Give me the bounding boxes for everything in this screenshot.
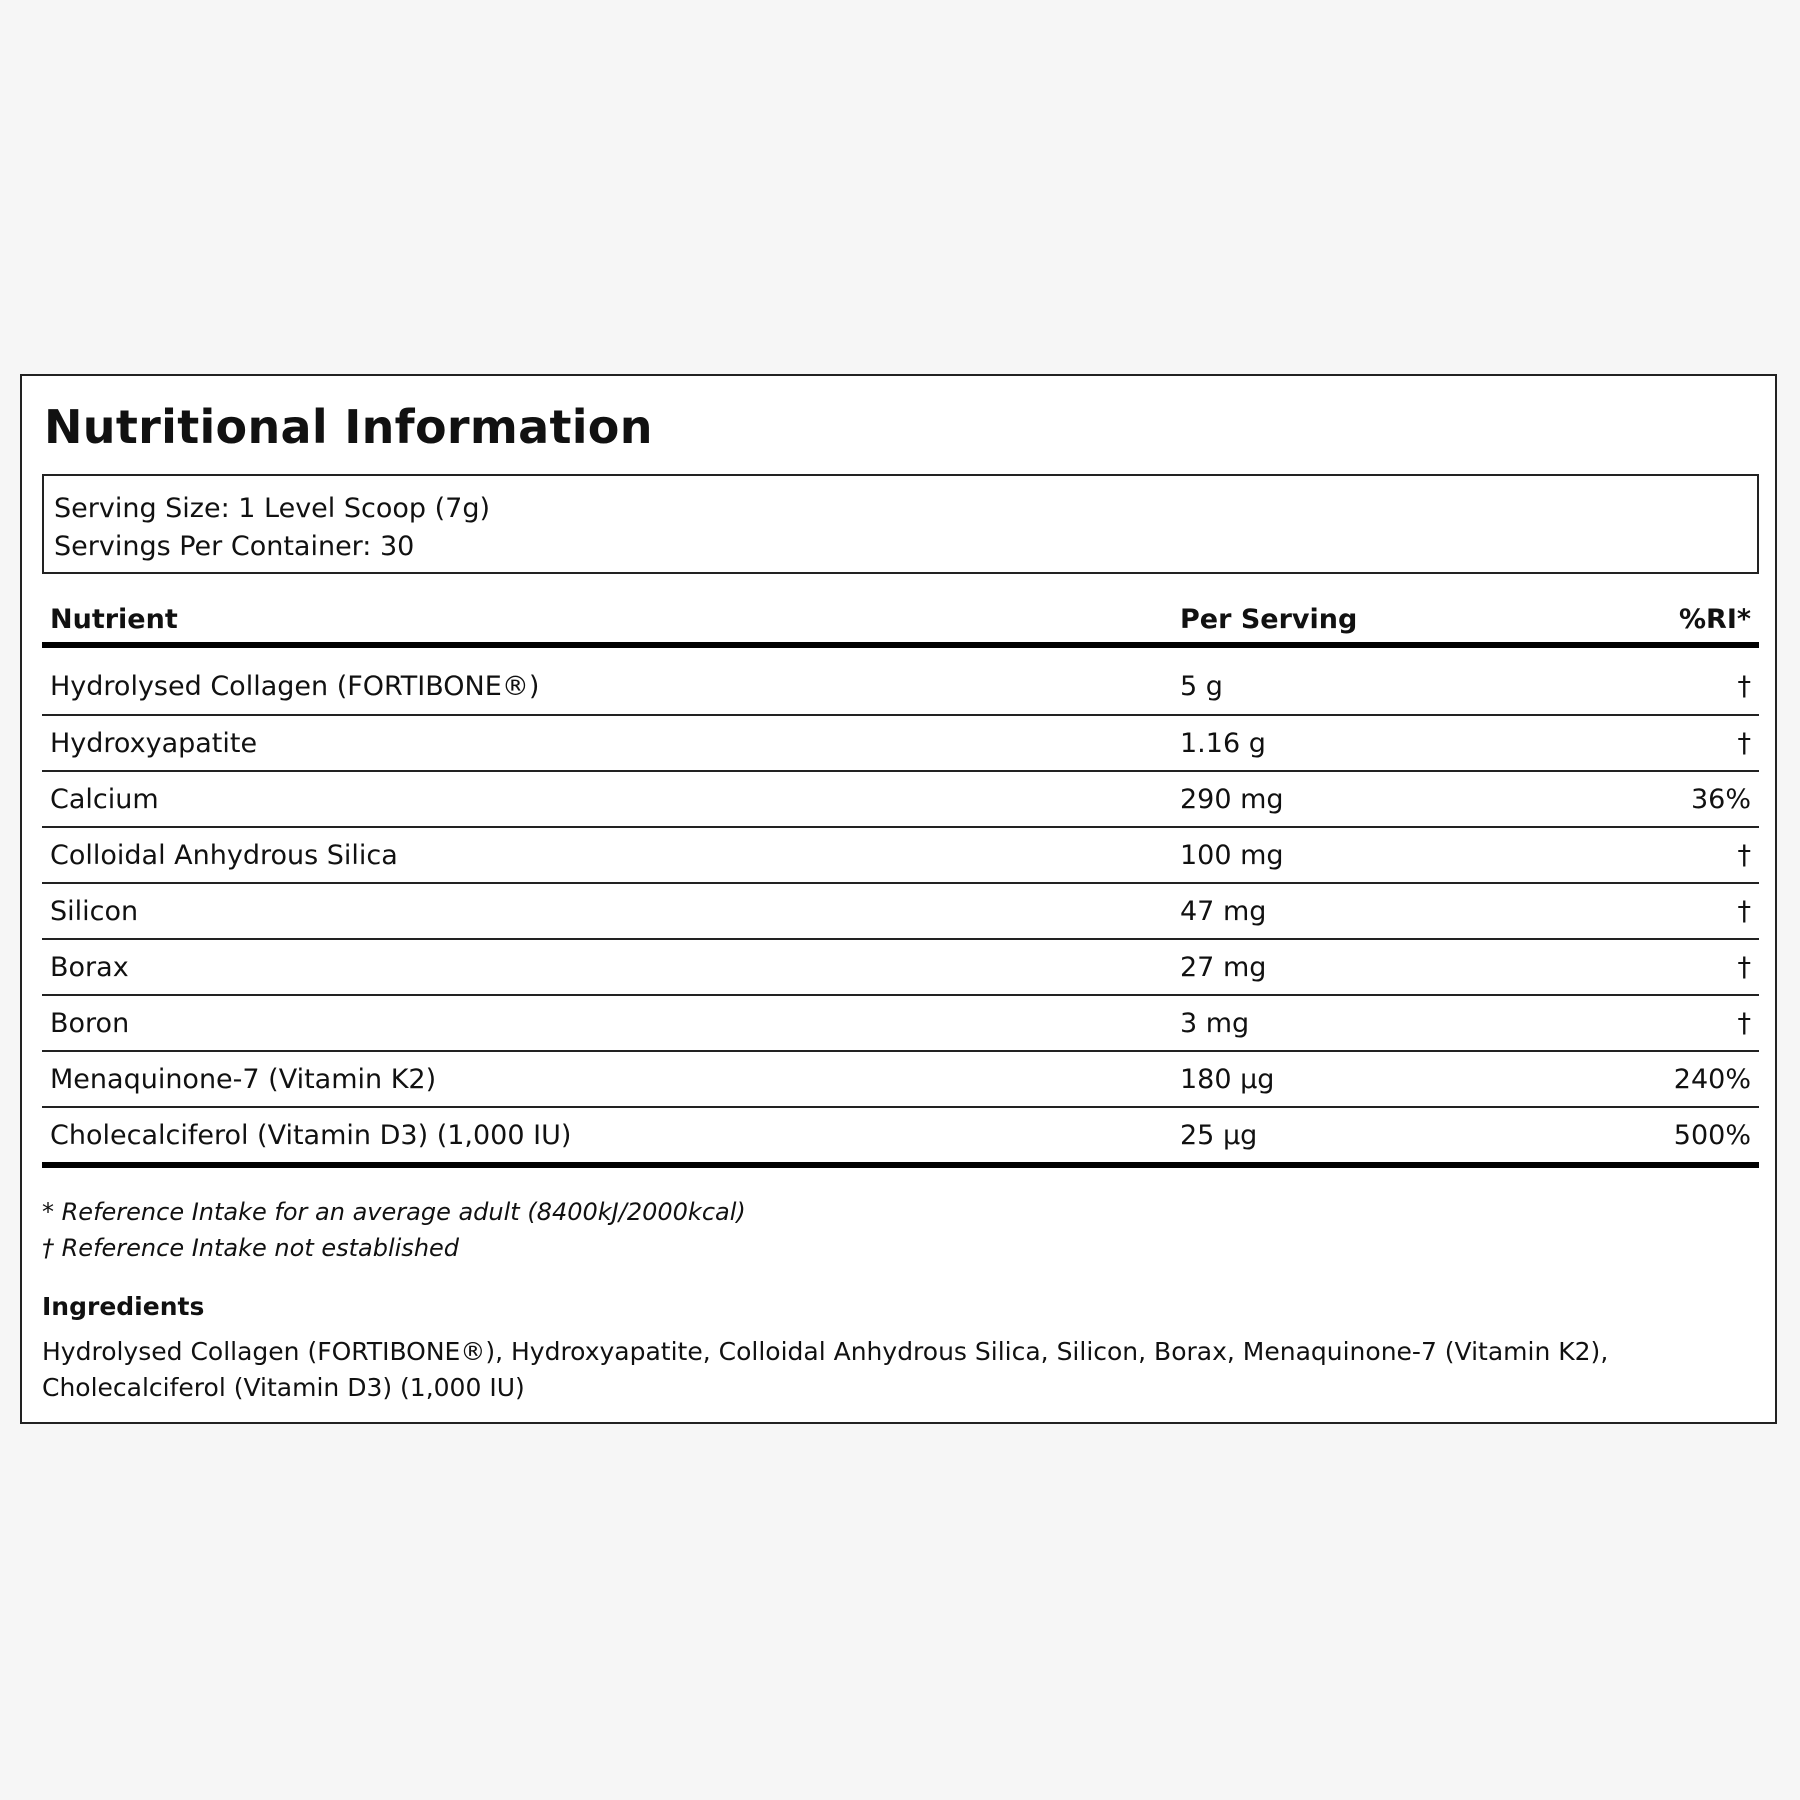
nutrient-name: Boron	[42, 995, 1172, 1051]
ingredients-text: Hydrolysed Collagen (FORTIBONE®), Hydroxyapatite, Colloidal Anhydrous Silica, Silicon, Borax, Menaquinone-7 (Vitamin K2), Cholecalciferol (Vitamin D3) (1,000 IU)	[42, 1337, 1609, 1402]
table-row	[42, 1107, 1759, 1165]
nutrient-ri: †	[1608, 883, 1759, 939]
footnote-reference-intake: * Reference Intake for an average adult (8400kJ/2000kcal)	[42, 1198, 746, 1226]
nutrient-amount: 3 mg	[1172, 995, 1608, 1051]
ingredients-heading: Ingredients	[42, 1292, 205, 1321]
nutrient-name: Menaquinone-7 (Vitamin K2)	[42, 1051, 1172, 1107]
nutrient-name: Cholecalciferol (Vitamin D3) (1,000 IU)	[42, 1107, 1172, 1165]
nutrient-amount: 180 µg	[1172, 1051, 1608, 1107]
nutrient-name: Calcium	[42, 771, 1172, 827]
nutrient-amount: 1.16 g	[1172, 715, 1608, 771]
table-row	[42, 645, 1759, 715]
nutrient-name: Hydroxyapatite	[42, 715, 1172, 771]
table-row	[42, 939, 1759, 995]
nutrient-ri: †	[1608, 645, 1759, 715]
table-row	[42, 715, 1759, 771]
nutrient-ri: 500%	[1608, 1107, 1759, 1165]
nutrient-amount: 290 mg	[1172, 771, 1608, 827]
table-row	[42, 827, 1759, 883]
nutrient-amount: 5 g	[1172, 645, 1608, 715]
footnotes	[42, 1194, 746, 1266]
nutrient-ri: †	[1608, 995, 1759, 1051]
header-per-serving: Per Serving	[1172, 596, 1608, 645]
table-row	[42, 995, 1759, 1051]
nutrient-name: Hydrolysed Collagen (FORTIBONE®)	[42, 645, 1172, 715]
nutrient-name: Colloidal Anhydrous Silica	[42, 827, 1172, 883]
nutrient-ri: †	[1608, 939, 1759, 995]
serving-info-box	[42, 474, 1759, 574]
footnote-not-established: † Reference Intake not established	[42, 1234, 460, 1262]
nutrition-table	[42, 596, 1759, 1168]
header-nutrient: Nutrient	[42, 596, 1172, 645]
nutrient-ri: †	[1608, 827, 1759, 883]
nutrient-ri: 36%	[1608, 771, 1759, 827]
nutrient-amount: 25 µg	[1172, 1107, 1608, 1165]
table-row	[42, 771, 1759, 827]
page-title: Nutritional Information	[44, 400, 653, 454]
table-header-row	[42, 596, 1759, 645]
serving-size: Serving Size: 1 Level Scoop (7g)	[54, 493, 491, 524]
nutrient-amount: 27 mg	[1172, 939, 1608, 995]
nutrient-amount: 47 mg	[1172, 883, 1608, 939]
nutrition-panel	[20, 374, 1777, 1424]
nutrient-ri: †	[1608, 715, 1759, 771]
nutrient-name: Silicon	[42, 883, 1172, 939]
header-ri: %RI*	[1608, 596, 1759, 645]
nutrient-amount: 100 mg	[1172, 827, 1608, 883]
servings-per-container: Servings Per Container: 30	[54, 531, 415, 562]
table-row	[42, 1051, 1759, 1107]
nutrient-name: Borax	[42, 939, 1172, 995]
table-row	[42, 883, 1759, 939]
nutrient-ri: 240%	[1608, 1051, 1759, 1107]
